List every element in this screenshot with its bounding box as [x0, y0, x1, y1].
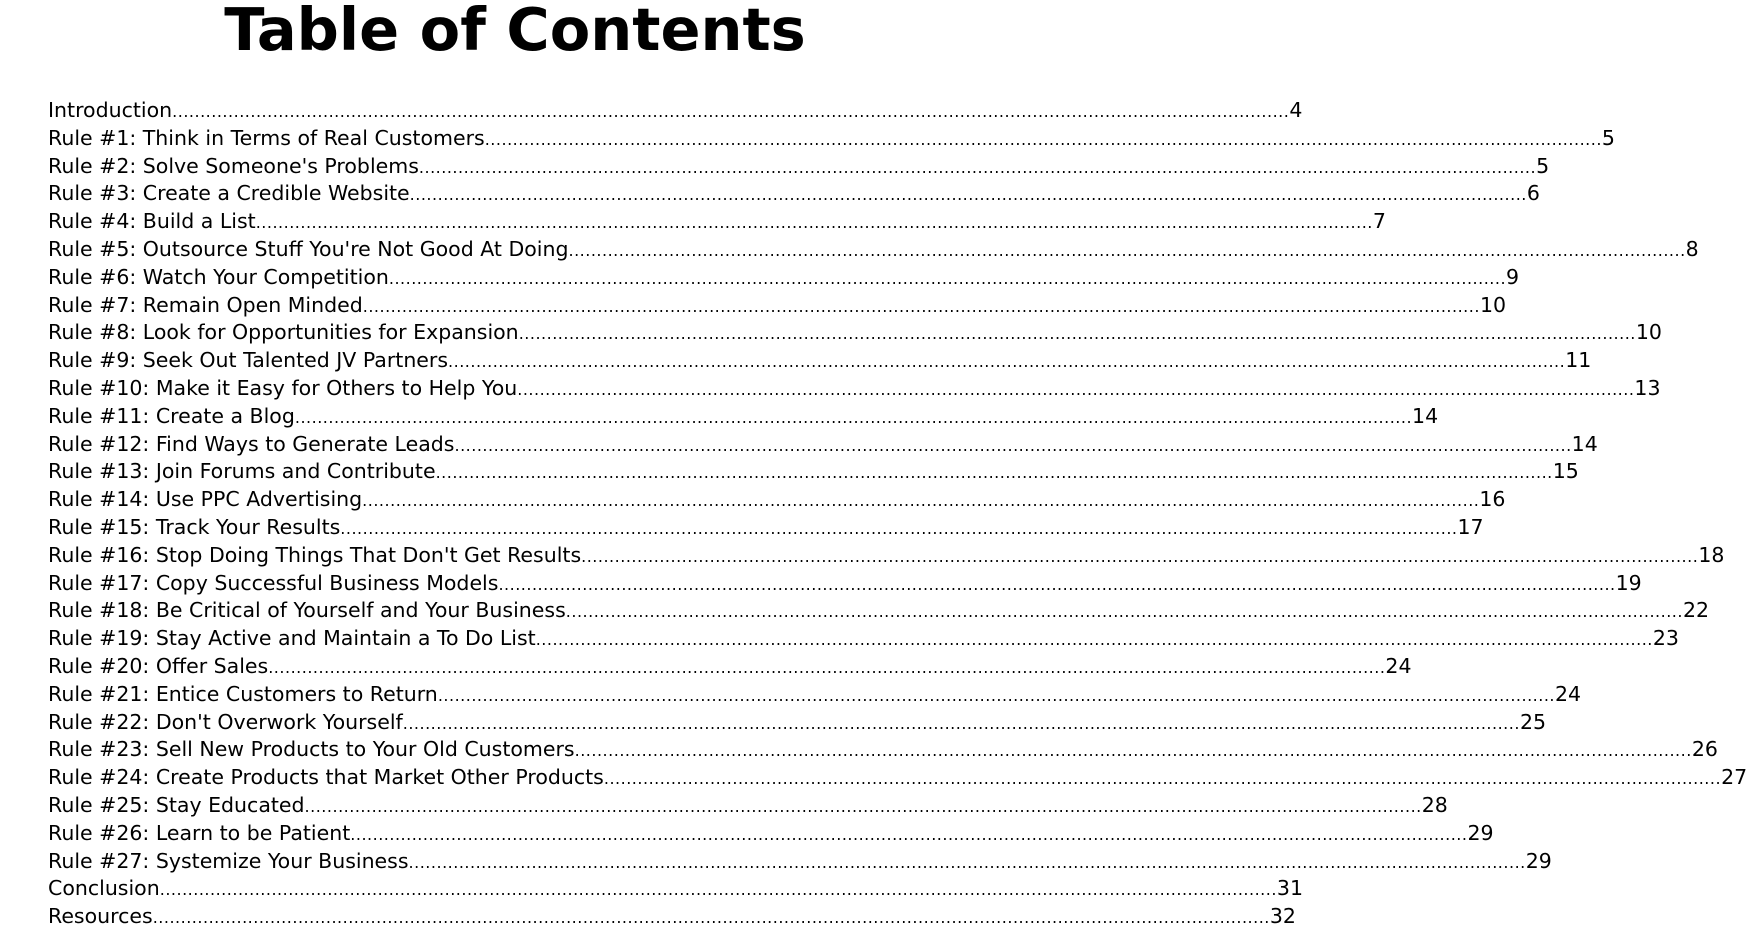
toc-leader-dots: ........................................................................................................................................................................................................	[255, 213, 1373, 233]
toc-entry-label: Rule #6: Watch Your Competition	[48, 264, 389, 289]
toc-entry-label: Rule #2: Solve Someone's Problems	[48, 153, 419, 178]
toc-leader-dots: ........................................................................................................................................................................................................	[388, 268, 1507, 288]
toc-leader-dots: ........................................................................................................................................................................................................	[152, 908, 1270, 928]
toc-entry-label: Rule #20: Offer Sales	[48, 653, 269, 678]
toc-entry-page-number: 19	[1615, 570, 1642, 595]
toc-entry-label: Rule #26: Learn to be Patient	[48, 820, 351, 845]
toc-entry-page-number: 32	[1269, 904, 1296, 929]
toc-entry-label: Rule #18: Be Critical of Yourself and Your Business	[48, 598, 566, 623]
toc-leader-dots: ........................................................................................................................................................................................................	[484, 129, 1602, 149]
toc-entry[interactable]	[48, 319, 1662, 347]
toc-entry[interactable]	[48, 264, 1520, 292]
toc-entry-label: Rule #22: Don't Overwork Yourself	[48, 709, 403, 734]
toc-entry-page-number: 13	[1634, 375, 1661, 400]
toc-leader-dots: ........................................................................................................................................................................................................	[304, 796, 1422, 816]
toc-leader-dots: ........................................................................................................................................................................................................	[402, 713, 1520, 733]
toc-entry[interactable]	[48, 292, 1507, 320]
toc-entry-label: Rule #12: Find Ways to Generate Leads	[48, 431, 455, 456]
toc-entry[interactable]	[48, 653, 1412, 681]
toc-leader-dots: ........................................................................................................................................................................................................	[435, 463, 1553, 483]
toc-entry[interactable]	[48, 542, 1725, 570]
toc-leader-dots: ........................................................................................................................................................................................................	[565, 602, 1683, 622]
toc-leader-dots: ........................................................................................................................................................................................................	[350, 824, 1468, 844]
toc-leader-dots: ........................................................................................................................................................................................................	[581, 546, 1699, 566]
toc-entry-page-number: 26	[1691, 737, 1718, 762]
toc-leader-dots: ........................................................................................................................................................................................................	[408, 852, 1526, 872]
toc-entry[interactable]	[48, 431, 1598, 459]
toc-entry-label: Rule #15: Track Your Results	[48, 514, 341, 539]
toc-entry-page-number: 14	[1571, 431, 1598, 456]
toc-list	[48, 97, 1747, 931]
toc-entry[interactable]	[48, 208, 1386, 236]
toc-entry-page-number: 27	[1721, 765, 1747, 790]
toc-entry-page-number: 24	[1555, 681, 1582, 706]
toc-entry-label: Rule #13: Join Forums and Contribute	[48, 459, 436, 484]
toc-leader-dots: ........................................................................................................................................................................................................	[568, 240, 1686, 260]
toc-leader-dots: ........................................................................................................................................................................................................	[362, 296, 1480, 316]
toc-entry-label: Rule #17: Copy Successful Business Models	[48, 570, 499, 595]
toc-entry-label: Rule #19: Stay Active and Maintain a To Do List	[48, 626, 536, 651]
toc-entry[interactable]	[48, 903, 1296, 931]
toc-entry[interactable]	[48, 125, 1615, 153]
toc-entry[interactable]	[48, 458, 1579, 486]
toc-leader-dots: ........................................................................................................................................................................................................	[448, 352, 1566, 372]
toc-entry[interactable]	[48, 375, 1661, 403]
toc-entry[interactable]	[48, 597, 1710, 625]
toc-entry[interactable]	[48, 153, 1550, 181]
toc-entry[interactable]	[48, 681, 1582, 709]
toc-entry-page-number: 9	[1506, 264, 1520, 289]
toc-entry-label: Rule #24: Create Products that Market Other Products	[48, 765, 604, 790]
toc-entry-page-number: 24	[1385, 653, 1412, 678]
toc-entry[interactable]	[48, 875, 1304, 903]
toc-entry-page-number: 5	[1536, 153, 1550, 178]
toc-entry-page-number: 10	[1479, 292, 1507, 317]
toc-entry-page-number: 23	[1652, 626, 1679, 651]
toc-entry-label: Rule #21: Entice Customers to Return	[48, 681, 438, 706]
toc-entry-label: Rule #23: Sell New Products to Your Old Customers	[48, 737, 575, 762]
toc-leader-dots: ........................................................................................................................................................................................................	[268, 657, 1386, 677]
toc-entry[interactable]	[48, 736, 1718, 764]
toc-entry-label: Introduction	[48, 98, 173, 122]
toc-leader-dots: ........................................................................................................................................................................................................	[454, 435, 1572, 455]
toc-entry[interactable]	[48, 486, 1506, 514]
toc-entry[interactable]	[48, 848, 1552, 876]
toc-leader-dots: ........................................................................................................................................................................................................	[294, 407, 1413, 427]
toc-leader-dots: ........................................................................................................................................................................................................	[603, 769, 1722, 789]
toc-leader-dots: ........................................................................................................................................................................................................	[498, 574, 1616, 594]
toc-entry-page-number: 10	[1635, 320, 1662, 345]
toc-entry[interactable]	[48, 347, 1592, 375]
toc-entry-page-number: 16	[1479, 487, 1506, 512]
toc-leader-dots: ........................................................................................................................................................................................................	[574, 741, 1692, 761]
toc-entry-label: Rule #10: Make it Easy for Others to Help You	[48, 375, 518, 400]
toc-entry[interactable]	[48, 792, 1448, 820]
toc-entry[interactable]	[48, 570, 1642, 598]
page-title: Table of Contents	[224, 0, 806, 64]
toc-leader-dots: ........................................................................................................................................................................................................	[409, 185, 1527, 205]
toc-entry-label: Conclusion	[48, 876, 160, 901]
toc-entry-label: Rule #27: Systemize Your Business	[48, 848, 409, 873]
toc-entry[interactable]	[48, 514, 1484, 542]
toc-entry-label: Resources	[48, 904, 153, 929]
toc-entry-page-number: 4	[1289, 98, 1303, 122]
toc-entry[interactable]	[48, 820, 1494, 848]
toc-entry-page-number: 25	[1519, 709, 1547, 734]
toc-leader-dots: ........................................................................................................................................................................................................	[159, 880, 1277, 900]
toc-entry[interactable]	[48, 709, 1547, 737]
toc-entry-page-number: 22	[1682, 598, 1710, 623]
toc-entry-page-number: 28	[1421, 792, 1448, 817]
toc-entry-label: Rule #1: Think in Terms of Real Customers	[48, 125, 485, 150]
toc-entry-label: Rule #8: Look for Opportunities for Expansion	[48, 320, 519, 345]
toc-leader-dots: ........................................................................................................................................................................................................	[518, 324, 1636, 344]
toc-entry-page-number: 7	[1372, 209, 1386, 234]
toc-entry-page-number: 31	[1276, 876, 1304, 901]
toc-entry-label: Rule #5: Outsource Stuff You're Not Good At Doing	[48, 236, 569, 261]
toc-entry-label: Rule #16: Stop Doing Things That Don't Get Results	[48, 542, 582, 567]
toc-entry[interactable]	[48, 625, 1679, 653]
toc-entry-label: Rule #25: Stay Educated	[48, 792, 305, 817]
toc-leader-dots: ........................................................................................................................................................................................................	[418, 157, 1537, 177]
toc-entry[interactable]	[48, 180, 1540, 208]
toc-leader-dots: ........................................................................................................................................................................................................	[535, 630, 1653, 650]
toc-entry-label: Rule #14: Use PPC Advertising	[48, 487, 363, 512]
toc-entry-page-number: 14	[1412, 403, 1439, 428]
toc-leader-dots: ........................................................................................................................................................................................................	[362, 491, 1480, 511]
toc-entry[interactable]	[48, 236, 1699, 264]
toc-entry-label: Rule #4: Build a List	[48, 209, 256, 234]
toc-entry-page-number: 6	[1526, 181, 1540, 206]
toc-entry-page-number: 8	[1685, 236, 1699, 261]
toc-entry-page-number: 11	[1565, 348, 1592, 373]
toc-entry[interactable]	[48, 403, 1439, 431]
toc-leader-dots: ........................................................................................................................................................................................................	[172, 102, 1290, 121]
toc-entry-label: Rule #9: Seek Out Talented JV Partners	[48, 348, 449, 373]
toc-entry-page-number: 18	[1698, 542, 1725, 567]
toc-entry-label: Rule #11: Create a Blog	[48, 403, 295, 428]
toc-entry-page-number: 5	[1601, 125, 1615, 150]
toc-entry-label: Rule #7: Remain Open Minded	[48, 292, 363, 317]
toc-entry-page-number: 29	[1525, 848, 1552, 873]
toc-entry-label: Rule #3: Create a Credible Website	[48, 181, 410, 206]
toc-entry-page-number: 29	[1467, 820, 1494, 845]
toc-leader-dots: ........................................................................................................................................................................................................	[437, 685, 1555, 705]
toc-entry[interactable]	[48, 97, 1303, 125]
toc-leader-dots: ........................................................................................................................................................................................................	[340, 518, 1458, 538]
toc-leader-dots: ........................................................................................................................................................................................................	[517, 379, 1635, 399]
toc-entry-page-number: 17	[1457, 514, 1484, 539]
toc-entry-page-number: 15	[1552, 459, 1579, 484]
toc-entry[interactable]	[48, 764, 1747, 792]
